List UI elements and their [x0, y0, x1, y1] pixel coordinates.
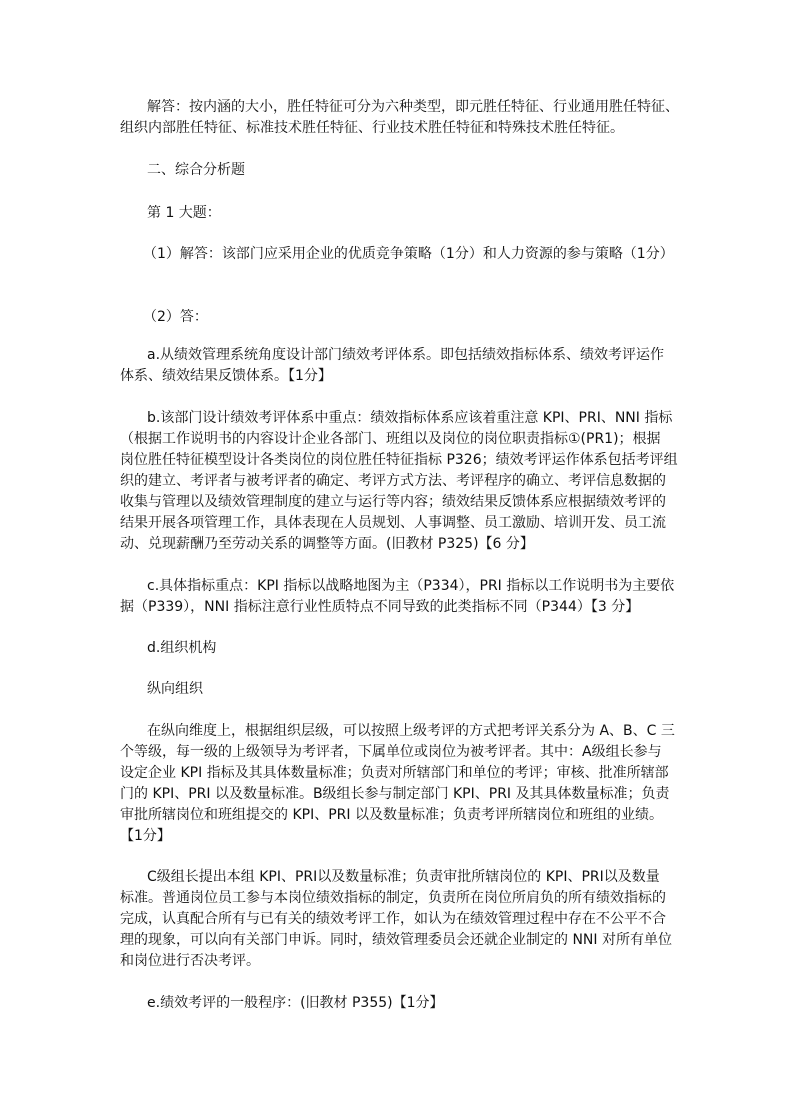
paragraph-line: 结果开展各项管理工作，具体表现在人员规划、人事调整、员工激励、培训开发、员工流 [120, 515, 666, 531]
level-c-paragraph [120, 867, 690, 972]
question-1-heading [120, 203, 690, 224]
item-d [120, 638, 690, 659]
paragraph-line: 和岗位进行否决考评。 [120, 953, 260, 969]
paragraph-line: 设定企业 KPI 指标及其具体数量标准；负责对所辖部门和单位的考评；审核、批准所辖部 [120, 765, 669, 781]
paragraph-line: e.绩效考评的一般程序：(旧教材 P355)【1分】 [147, 995, 444, 1011]
paragraph-line: 解答：按内涵的大小，胜任特征可分为六种类型，即元胜任特征、行业通用胜任特征、 [147, 99, 679, 115]
paragraph-line: 织的建立、考评者与被考评者的确定、考评方式方法、考评程序的确立、考评信息数据的 [120, 473, 666, 489]
paragraph-line: 标准。普通岗位员工参与本岗位绩效指标的制定，负责所在岗位所肩负的所有绩效指标的 [120, 890, 666, 906]
paragraph-line: 门的 KPI、PRI 以及数量标准。B级组长参与制定部门 KPI、PRI 及其具体数量标准；负责 [120, 786, 670, 802]
paragraph-line: 个等级，每一级的上级领导为考评者，下属单位或岗位为被考评者。其中：A级组长参与 [120, 744, 662, 760]
paragraph-line: （根据工作说明书的内容设计企业各部门、班组以及岗位的岗位职责指标①(PR1)；根据 [120, 431, 661, 447]
paragraph-line: 理的现象，可以向有关部门申诉。同时，绩效管理委员会还就企业制定的 NNI 对所有单位 [120, 932, 672, 948]
paragraph-line: d.组织机构 [147, 640, 217, 656]
paragraph-line: 体系、绩效结果反馈体系。【1分】 [120, 368, 332, 384]
answer-part-2-heading [116, 307, 686, 328]
answer-competency-types [120, 97, 690, 139]
paragraph-line: 收集与管理以及绩效管理制度的建立与运行等内容；绩效结果反馈体系应根据绩效考评的 [120, 494, 666, 510]
paragraph-line: C级组长提出本组 KPI、PRI以及数量标准；负责审批所辖岗位的 KPI、PRI以及数量 [147, 869, 660, 885]
paragraph-line: 【1分】 [120, 828, 171, 844]
paragraph-line: （1）解答：该部门应采用企业的优质竞争策略（1分）和人力资源的参与策略（1分） [143, 246, 674, 262]
paragraph-line: a.从绩效管理系统角度设计部门绩效考评体系。即包括绩效指标体系、绩效考评运作 [147, 347, 665, 363]
section-heading-comprehensive [120, 160, 690, 181]
paragraph-line: 第 1 大题： [147, 205, 221, 221]
paragraph-line: 岗位胜任特征模型设计各类岗位的岗位胜任特征指标 P326；绩效考评运作体系包括考评组 [120, 452, 678, 468]
paragraph-line: 纵向组织 [147, 681, 203, 697]
answer-part-1 [116, 244, 686, 265]
paragraph-line: 在纵向维度上，根据组织层级，可以按照上级考评的方式把考评关系分为 A、B、C 三 [147, 723, 675, 739]
item-b [120, 408, 690, 555]
paragraph-line: （2）答： [143, 309, 208, 325]
paragraph-line: 动、兑现薪酬乃至劳动关系的调整等方面。(旧教材 P325)【6 分】 [120, 536, 534, 552]
paragraph-line: 据（P339），NNI 指标注意行业性质特点不同导致的此类指标不同（P344）【3 分】 [120, 599, 640, 615]
item-e [120, 993, 690, 1014]
vertical-organization-heading [120, 679, 690, 700]
item-a [120, 345, 690, 387]
paragraph-line: 完成，认真配合所有与已有关的绩效考评工作，如认为在绩效管理过程中存在不公平不合 [120, 911, 666, 927]
paragraph-line: b.该部门设计绩效考评体系中重点：绩效指标体系应该着重注意 KPI、PRI、NNI 指标 [147, 410, 673, 426]
paragraph-line: 二、综合分析题 [147, 162, 245, 178]
paragraph-line: 审批所辖岗位和班组提交的 KPI、PRI 以及数量标准；负责考评所辖岗位和班组的业绩。 [120, 807, 663, 823]
item-c [120, 576, 690, 618]
paragraph-line: 组织内部胜任特征、标准技术胜任特征、行业技术胜任特征和特殊技术胜任特征。 [120, 120, 624, 136]
vertical-organization-paragraph [120, 721, 690, 847]
paragraph-line: c.具体指标重点：KPI 指标以战略地图为主（P334），PRI 指标以工作说明书为主要依 [147, 578, 675, 594]
